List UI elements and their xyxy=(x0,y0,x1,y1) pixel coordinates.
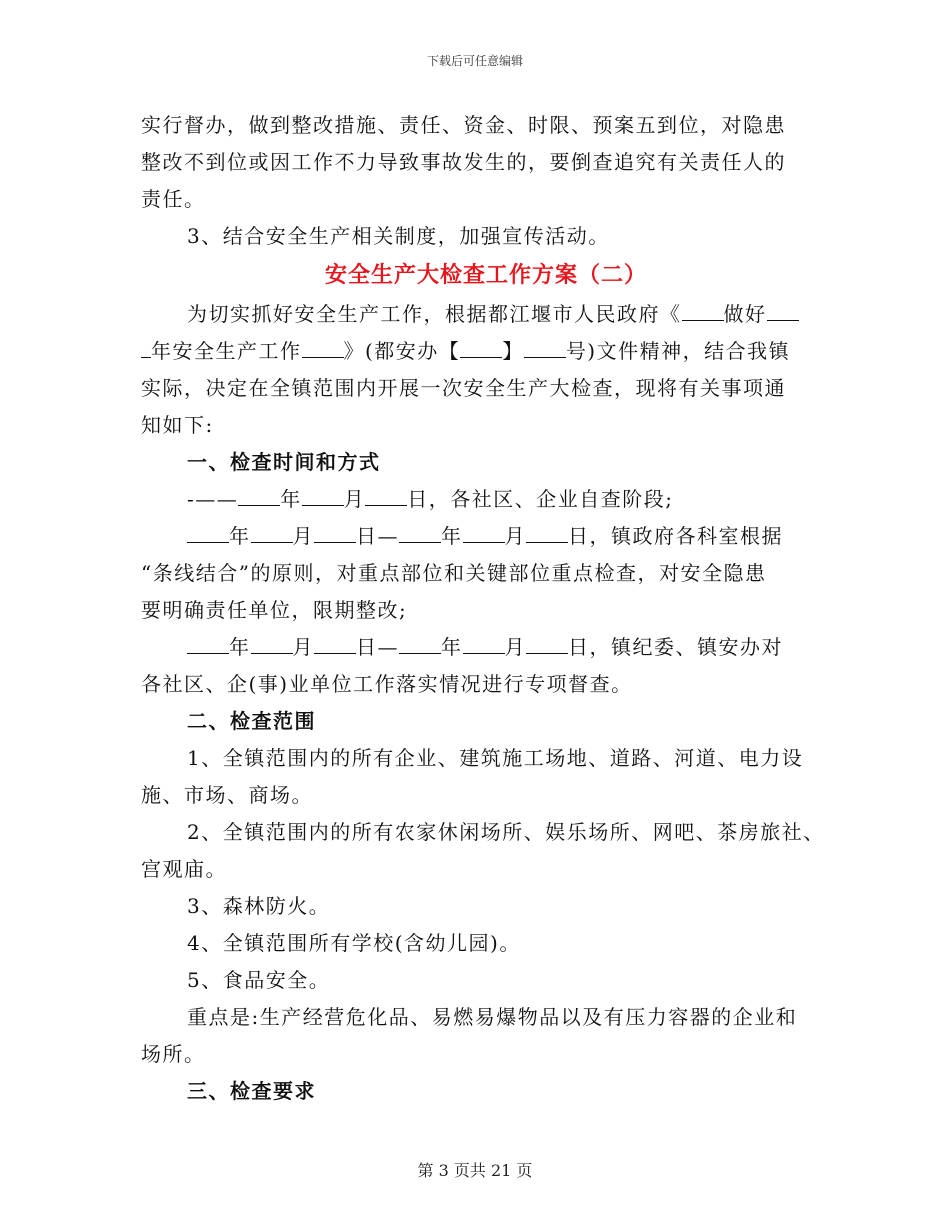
blank-field xyxy=(238,485,280,506)
year-label: 年 xyxy=(229,524,251,548)
blank-field xyxy=(251,522,293,543)
document-body xyxy=(141,107,831,1110)
year-label: 年 xyxy=(441,635,463,659)
document-title: 安全生产大检查工作方案（二） xyxy=(324,262,647,288)
blank-field xyxy=(767,300,799,321)
list-item: 1、全镇范围内的所有企业、建筑施工场地、道路、河道、电力设 xyxy=(187,746,804,770)
intro-text: 号)文件精神，结合我镇 xyxy=(565,339,791,363)
intro-text: 为切实抓好安全生产工作，根据都江堰市人民政府《 xyxy=(187,302,682,326)
list-item: 2、全镇范围内的所有农家休闲场所、娱乐场所、网吧、茶房旅社、 xyxy=(187,820,825,844)
para-line: 整改不到位或因工作不力导致事故发生的，要倒查追究有关责任人的 xyxy=(141,150,786,174)
blank-field xyxy=(682,300,724,321)
month-label: 月 xyxy=(504,635,526,659)
schedule-line: 各社区、企(事)业单位工作落实情况进行专项督查。 xyxy=(141,672,633,696)
page-footer: 第 3 页共 21 页 xyxy=(417,1161,533,1180)
intro-line: 知如下: xyxy=(141,413,214,437)
blank-field xyxy=(460,337,502,358)
section-heading: 三、检查要求 xyxy=(187,1079,316,1103)
blank-field xyxy=(463,522,505,543)
schedule-text: 日，镇政府各科室根据 xyxy=(568,524,783,548)
list-item: 3、结合安全生产相关制度，加强宣传活动。 xyxy=(187,224,610,248)
month-label: 月 xyxy=(504,524,526,548)
blank-field xyxy=(187,633,229,654)
blank-field xyxy=(399,522,441,543)
list-item: 施、市场、商场。 xyxy=(141,783,313,807)
intro-text: 年安全生产工作 xyxy=(151,339,302,363)
blank-field xyxy=(314,633,356,654)
intro-line xyxy=(141,296,831,333)
para-line: 实行督办，做到整改措施、责任、资金、时限、预案五到位，对隐患 xyxy=(141,113,786,137)
intro-line: 实际，决定在全镇范围内开展一次安全生产大检查，现将有关事项通 xyxy=(141,376,786,400)
intro-line xyxy=(141,333,831,370)
day-label: 日— xyxy=(356,524,399,548)
intro-text: 】 xyxy=(502,339,524,363)
schedule-line xyxy=(141,481,831,518)
para-line: 责任。 xyxy=(141,187,206,211)
schedule-line xyxy=(141,629,831,666)
list-item: 3、森林防火。 xyxy=(187,894,331,918)
schedule-line: “条线结合”的原则，对重点部位和关键部位重点检查，对安全隐患 xyxy=(141,561,767,585)
list-item: 宫观庙。 xyxy=(141,857,227,881)
blank-field xyxy=(314,522,356,543)
blank-field xyxy=(187,522,229,543)
blank-field xyxy=(302,337,344,358)
month-label: 月 xyxy=(292,635,314,659)
blank-field xyxy=(526,522,568,543)
schedule-text: 日，各社区、企业自查阶段; xyxy=(407,487,674,511)
year-label: 年 xyxy=(441,524,463,548)
page-header: 下载后可任意编辑 xyxy=(426,54,523,68)
focus-line: 场所。 xyxy=(141,1042,206,1066)
day-label: 日— xyxy=(356,635,399,659)
blank-field xyxy=(399,633,441,654)
list-item: 4、全镇范围所有学校(含幼儿园)。 xyxy=(187,931,521,955)
year-label: 年 xyxy=(280,487,302,511)
section-heading: 二、检查范围 xyxy=(187,709,316,733)
schedule-line: 要明确责任单位，限期整改; xyxy=(141,598,408,622)
blank-field xyxy=(463,633,505,654)
dash-text: -—— xyxy=(187,487,239,511)
blank-field xyxy=(526,633,568,654)
month-label: 月 xyxy=(292,524,314,548)
blank-field xyxy=(302,485,344,506)
focus-line: 重点是:生产经营危化品、易燃易爆物品以及有压力容器的企业和 xyxy=(187,1005,798,1029)
list-item: 5、食品安全。 xyxy=(187,968,331,992)
month-label: 月 xyxy=(343,487,366,511)
section-heading: 一、检查时间和方式 xyxy=(187,450,381,474)
schedule-text: 日，镇纪委、镇安办对 xyxy=(568,635,783,659)
blank-field xyxy=(524,337,566,358)
blank-field xyxy=(251,633,293,654)
intro-text: 》(都安办【 xyxy=(343,339,461,363)
blank-field xyxy=(141,337,151,358)
schedule-line xyxy=(141,518,831,555)
blank-field xyxy=(365,485,407,506)
intro-text: 做好 xyxy=(723,302,767,326)
year-label: 年 xyxy=(229,635,251,659)
